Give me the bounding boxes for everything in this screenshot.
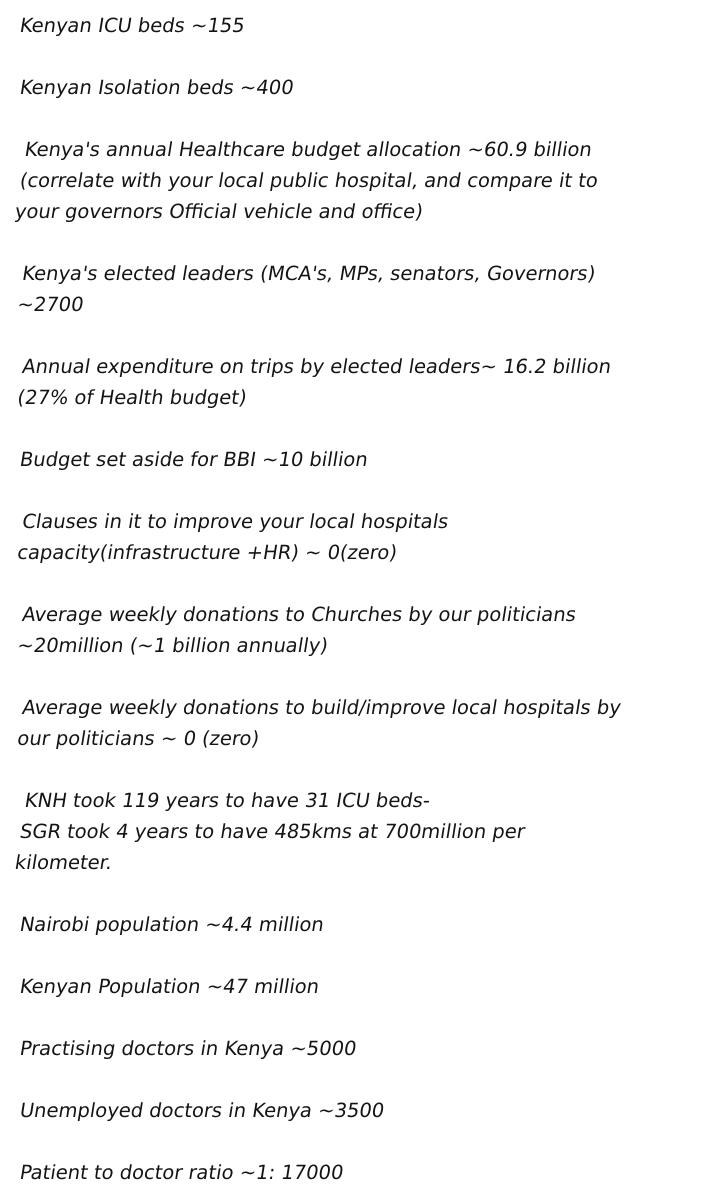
note-line: your governors Official vehicle and office)	[13, 200, 425, 223]
note-nairobi-population	[18, 909, 706, 940]
note-hospital-donations	[15, 692, 708, 754]
note-line: Kenya's elected leaders (MCA's, MPs, senators, Governors)	[20, 262, 598, 285]
note-bbi-clauses	[15, 506, 708, 568]
note-kenyan-population	[18, 971, 706, 1002]
note-line: Clauses in it to improve your local hospitals	[20, 510, 451, 533]
note-line: (27% of Health budget)	[15, 386, 249, 409]
note-isolation-beds	[18, 72, 706, 103]
note-line: Average weekly donations to build/improve local hospitals by	[20, 696, 623, 719]
note-line: ~20million (~1 billion annually)	[15, 634, 330, 657]
note-line: Budget set aside for BBI ~10 billion	[18, 448, 370, 471]
note-line: Nairobi population ~4.4 million	[18, 913, 326, 936]
note-line: capacity(infrastructure +HR) ~ 0(zero)	[15, 541, 399, 564]
note-bbi-budget	[18, 444, 706, 475]
note-line: our politicians ~ 0 (zero)	[15, 727, 262, 750]
note-trip-expenditure	[15, 351, 708, 413]
note-line: kilometer.	[13, 851, 115, 874]
note-line: SGR took 4 years to have 485kms at 700million per	[18, 820, 527, 843]
note-line: Unemployed doctors in Kenya ~3500	[18, 1099, 387, 1122]
note-line: Kenyan ICU beds ~155	[18, 14, 247, 37]
note-icu-beds	[18, 10, 706, 41]
note-church-donations	[15, 599, 708, 661]
note-line: KNH took 119 years to have 31 ICU beds-	[23, 789, 432, 812]
note-elected-leaders	[15, 258, 708, 320]
note-line: Patient to doctor ratio ~1: 17000	[18, 1161, 346, 1184]
note-knh-vs-sgr	[13, 785, 711, 878]
note-line: Kenyan Population ~47 million	[18, 975, 322, 998]
note-line: Average weekly donations to Churches by our politicians	[20, 603, 578, 626]
note-line: Kenyan Isolation beds ~400	[18, 76, 296, 99]
note-patient-doctor-ratio	[18, 1157, 706, 1188]
note-line: Practising doctors in Kenya ~5000	[18, 1037, 359, 1060]
note-line: ~2700	[15, 293, 86, 316]
note-line: Annual expenditure on trips by elected leaders~ 16.2 billion	[20, 355, 613, 378]
note-practising-doctors	[18, 1033, 706, 1064]
note-unemployed-doctors	[18, 1095, 706, 1126]
note-line: (correlate with your local public hospital, and compare it to	[18, 169, 600, 192]
note-line: Kenya's annual Healthcare budget allocation ~60.9 billion	[23, 138, 594, 161]
note-healthcare-budget	[13, 134, 711, 227]
